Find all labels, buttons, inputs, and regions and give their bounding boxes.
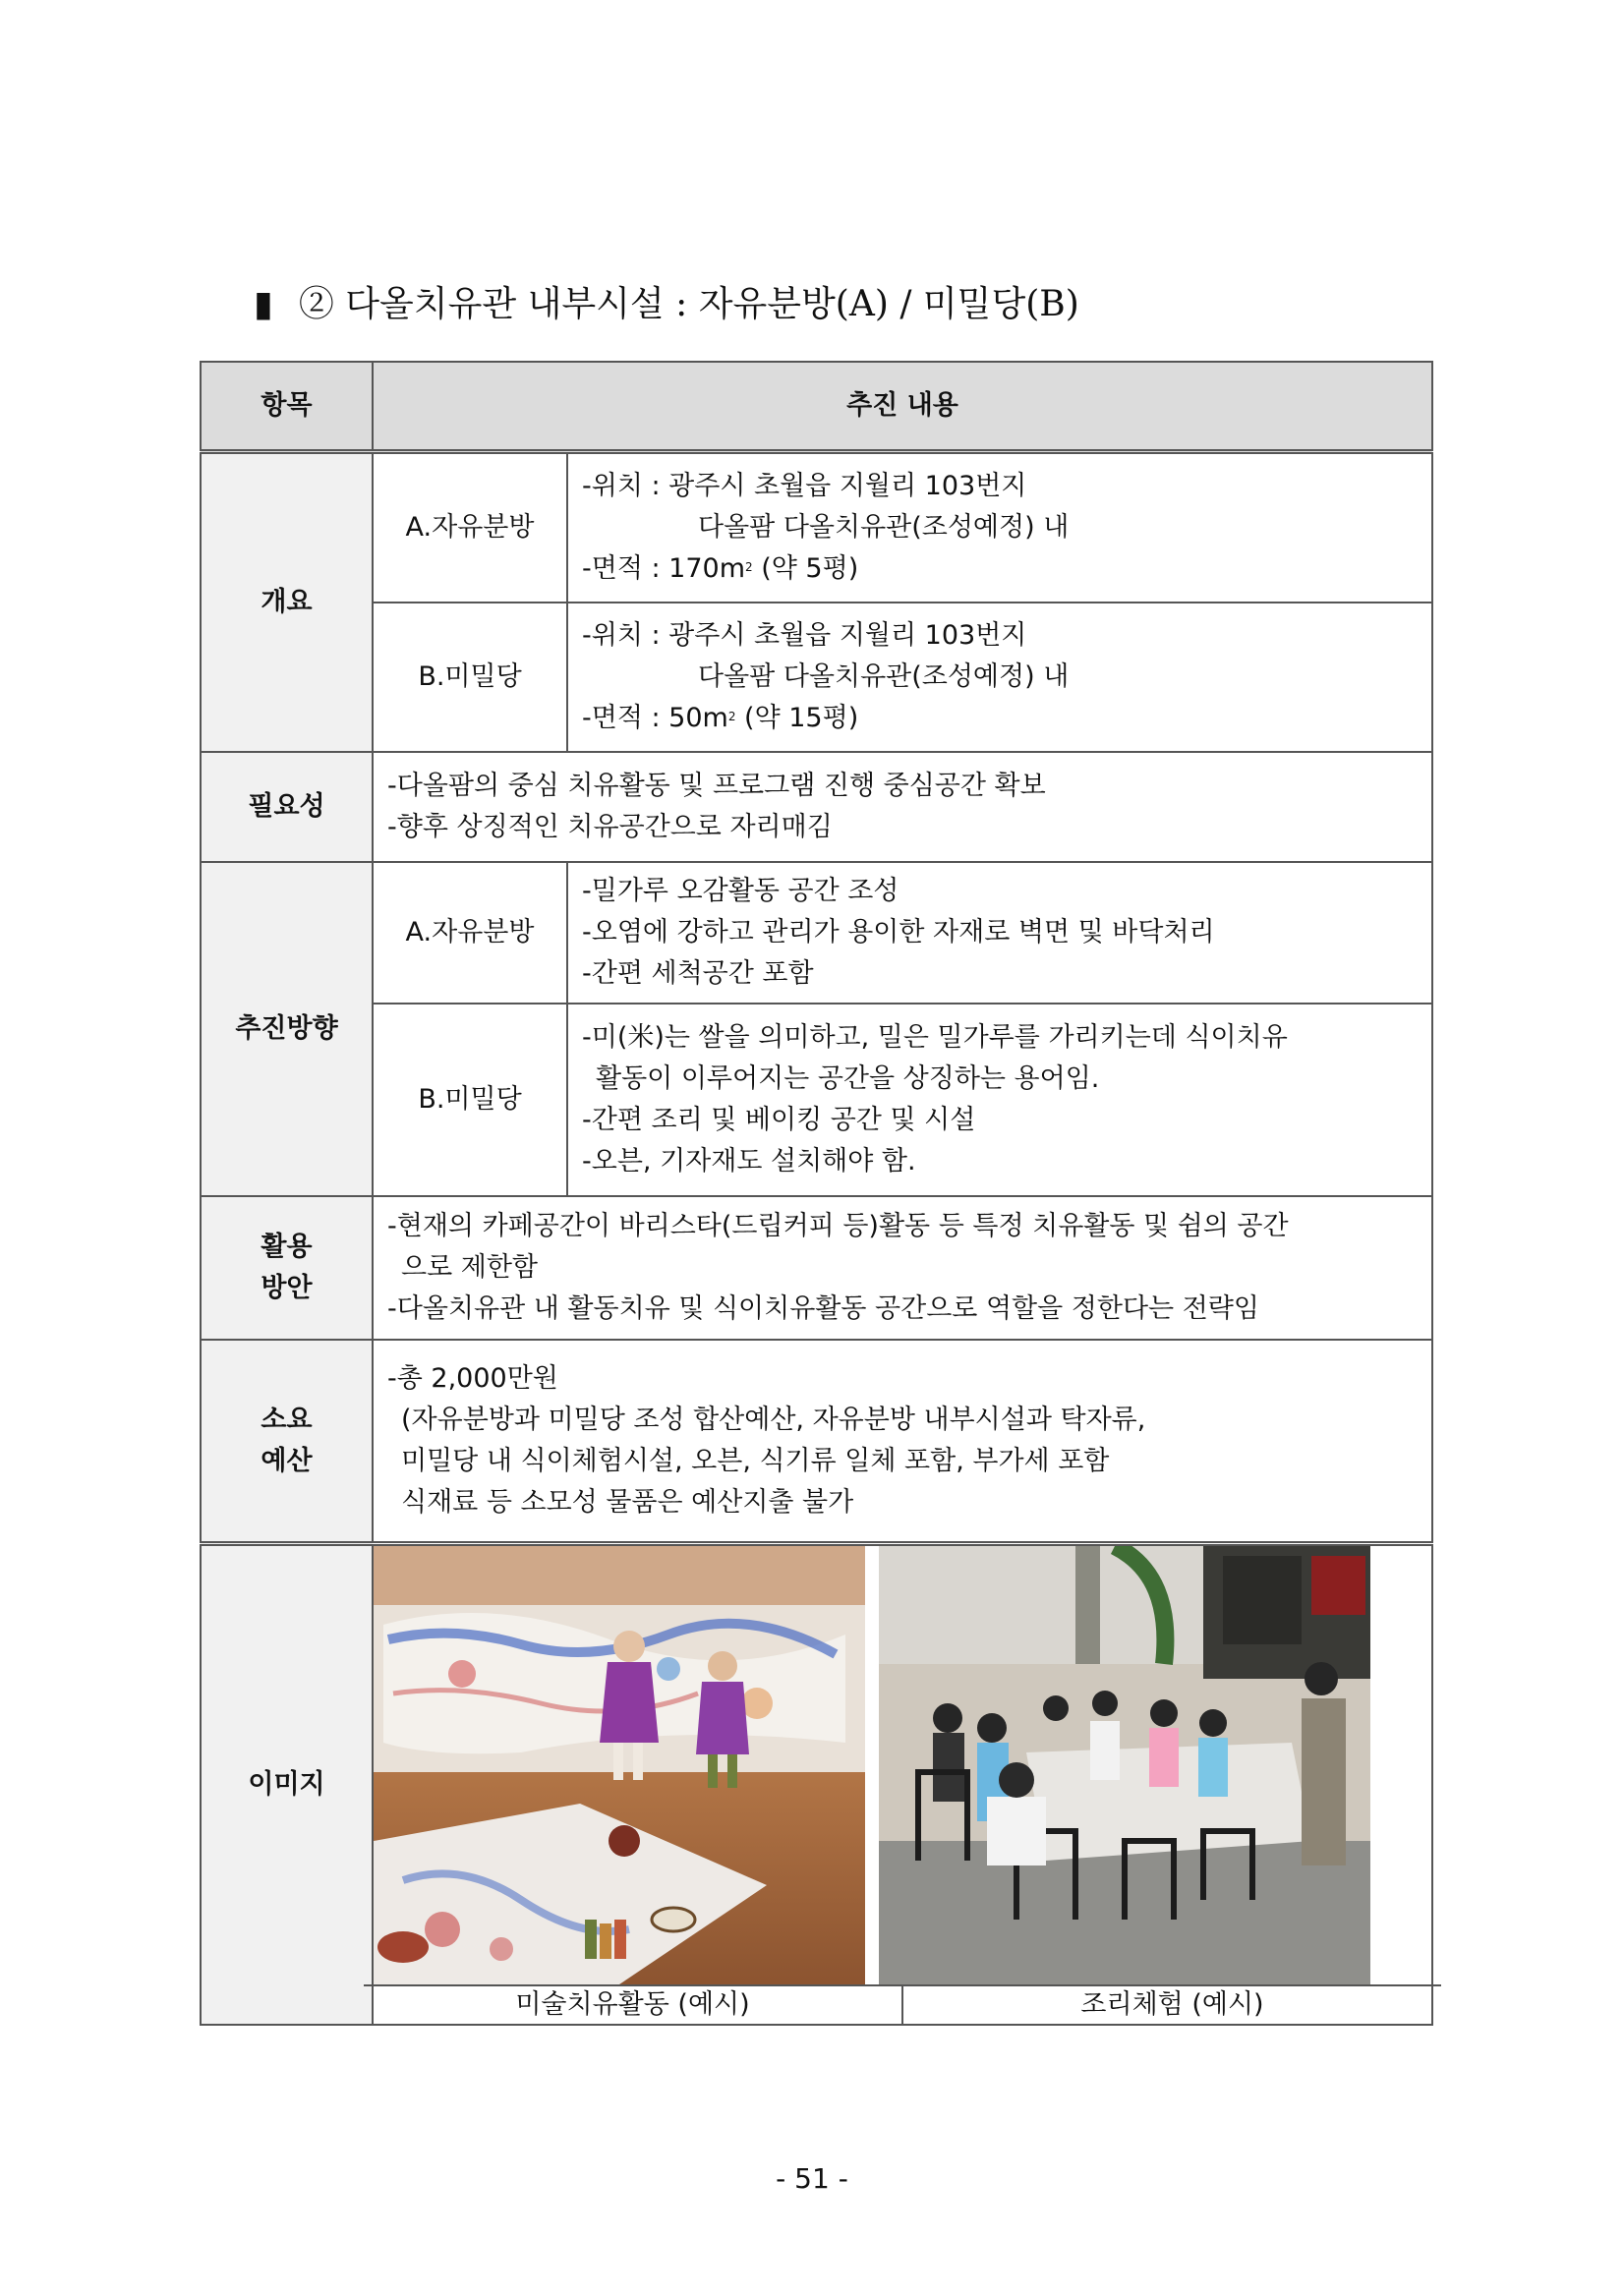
usage-content — [373, 1196, 1432, 1340]
direction-b-line-4: -오븐, 기자재도 설치해야 함. — [582, 1146, 916, 1177]
overview-b-name: B.미밀당 — [373, 603, 567, 752]
budget-label-2: 예산 — [261, 1446, 313, 1476]
overview-b-area-sup: 2 — [727, 710, 736, 723]
overview-a-loc1: -위치 : 광주시 초월읍 지월리 103번지 — [582, 471, 1027, 501]
overview-a-area-value: -면적 : 170m — [582, 553, 746, 584]
overview-b-loc1: -위치 : 광주시 초월읍 지월리 103번지 — [582, 620, 1027, 651]
title-marker: ▮ — [254, 284, 273, 324]
overview-a-content — [567, 452, 1432, 603]
usage-line-1: -현재의 카페공간이 바리스타(드립커피 등)활동 등 특정 치유활동 및 쉼의 공간 — [387, 1211, 1289, 1241]
image-captions — [364, 1984, 1441, 2024]
plan-table — [200, 361, 1433, 2026]
table-header-row — [201, 362, 1432, 452]
caption-cooking: 조리체험 (예시) — [901, 1986, 1441, 2024]
overview-row-a — [201, 452, 1432, 603]
art-therapy-illustration — [374, 1546, 865, 1984]
direction-a-name: A.자유분방 — [373, 862, 567, 1004]
budget-label — [201, 1340, 373, 1544]
overview-b-area-note: (약 15평) — [735, 703, 859, 733]
art-therapy-photo — [374, 1546, 865, 1984]
usage-line-2: 으로 제한함 — [401, 1252, 538, 1283]
overview-b-area-value: -면적 : 50m — [582, 703, 728, 733]
direction-b-content — [567, 1004, 1432, 1196]
images-row — [201, 1544, 1432, 2026]
direction-b-line-1: -미(米)는 쌀을 의미하고, 밀은 밀가루를 가리키는데 식이치유 — [582, 1022, 1288, 1053]
page-number: - 51 - — [776, 2162, 848, 2195]
usage-label-2: 방안 — [261, 1273, 313, 1303]
overview-a-loc2: 다올팜 다올치유관(조성예정) 내 — [698, 512, 1070, 543]
images-wrap — [374, 1546, 1431, 1984]
overview-b-content — [567, 603, 1432, 752]
budget-label-1: 소요 — [261, 1405, 313, 1435]
overview-b-loc2: 다올팜 다올치유관(조성예정) 내 — [698, 661, 1070, 692]
title-text: ② 다올치유관 내부시설 : 자유분방(A) / 미밀당(B) — [298, 284, 1079, 324]
direction-row-a — [201, 862, 1432, 1004]
overview-a-area-sup: 2 — [745, 560, 753, 574]
header-content: 추진 내용 — [373, 362, 1432, 452]
overview-b-area — [582, 698, 1416, 739]
usage-label-1: 활용 — [261, 1232, 313, 1262]
budget-content — [373, 1340, 1432, 1544]
overview-row-b — [201, 603, 1432, 752]
budget-line-2: (자유분방과 미밀당 조성 합산예산, 자유분방 내부시설과 탁자류, — [401, 1405, 1146, 1435]
caption-art-therapy: 미술치유활동 (예시) — [515, 1989, 750, 2020]
usage-line-3: -다올치유관 내 활동치유 및 식이치유활동 공간으로 역할을 정한다는 전략임 — [387, 1293, 1259, 1324]
overview-label: 개요 — [201, 452, 373, 753]
necessity-content — [373, 752, 1432, 862]
necessity-row — [201, 752, 1432, 862]
direction-b-line-2: 활동이 이루어지는 공간을 상징하는 용어임. — [596, 1063, 1100, 1094]
direction-a-line-2: -오염에 강하고 관리가 용이한 자재로 벽면 및 바닥처리 — [582, 917, 1215, 947]
cooking-experience-photo — [879, 1546, 1370, 1984]
budget-line-4: 식재료 등 소모성 물품은 예산지출 불가 — [401, 1487, 854, 1518]
necessity-line-2: -향후 상징적인 치유공간으로 자리매김 — [387, 812, 833, 842]
direction-a-line-1: -밀가루 오감활동 공간 조성 — [582, 876, 899, 906]
cooking-illustration — [879, 1546, 1370, 1984]
necessity-line-1: -다올팜의 중심 치유활동 및 프로그램 진행 중심공간 확보 — [387, 771, 1046, 801]
direction-a-line-3: -간편 세척공간 포함 — [582, 958, 814, 989]
direction-a-content — [567, 862, 1432, 1004]
direction-b-line-3: -간편 조리 및 베이킹 공간 및 시설 — [582, 1105, 976, 1135]
direction-label: 추진방향 — [201, 862, 373, 1196]
budget-line-1: -총 2,000만원 — [387, 1363, 558, 1394]
usage-row — [201, 1196, 1432, 1340]
necessity-label: 필요성 — [201, 752, 373, 862]
overview-a-area-note: (약 5평) — [752, 553, 859, 584]
direction-row-b — [201, 1004, 1432, 1196]
usage-label — [201, 1196, 373, 1340]
images-label: 이미지 — [201, 1544, 373, 2026]
budget-row — [201, 1340, 1432, 1544]
section-title — [254, 277, 1079, 332]
overview-a-name: A.자유분방 — [373, 452, 567, 603]
overview-a-area — [582, 548, 1416, 590]
header-item: 항목 — [201, 362, 373, 452]
budget-line-3: 미밀당 내 식이체험시설, 오븐, 식기류 일체 포함, 부가세 포함 — [401, 1446, 1110, 1476]
images-content — [373, 1544, 1432, 2026]
direction-b-name: B.미밀당 — [373, 1004, 567, 1196]
